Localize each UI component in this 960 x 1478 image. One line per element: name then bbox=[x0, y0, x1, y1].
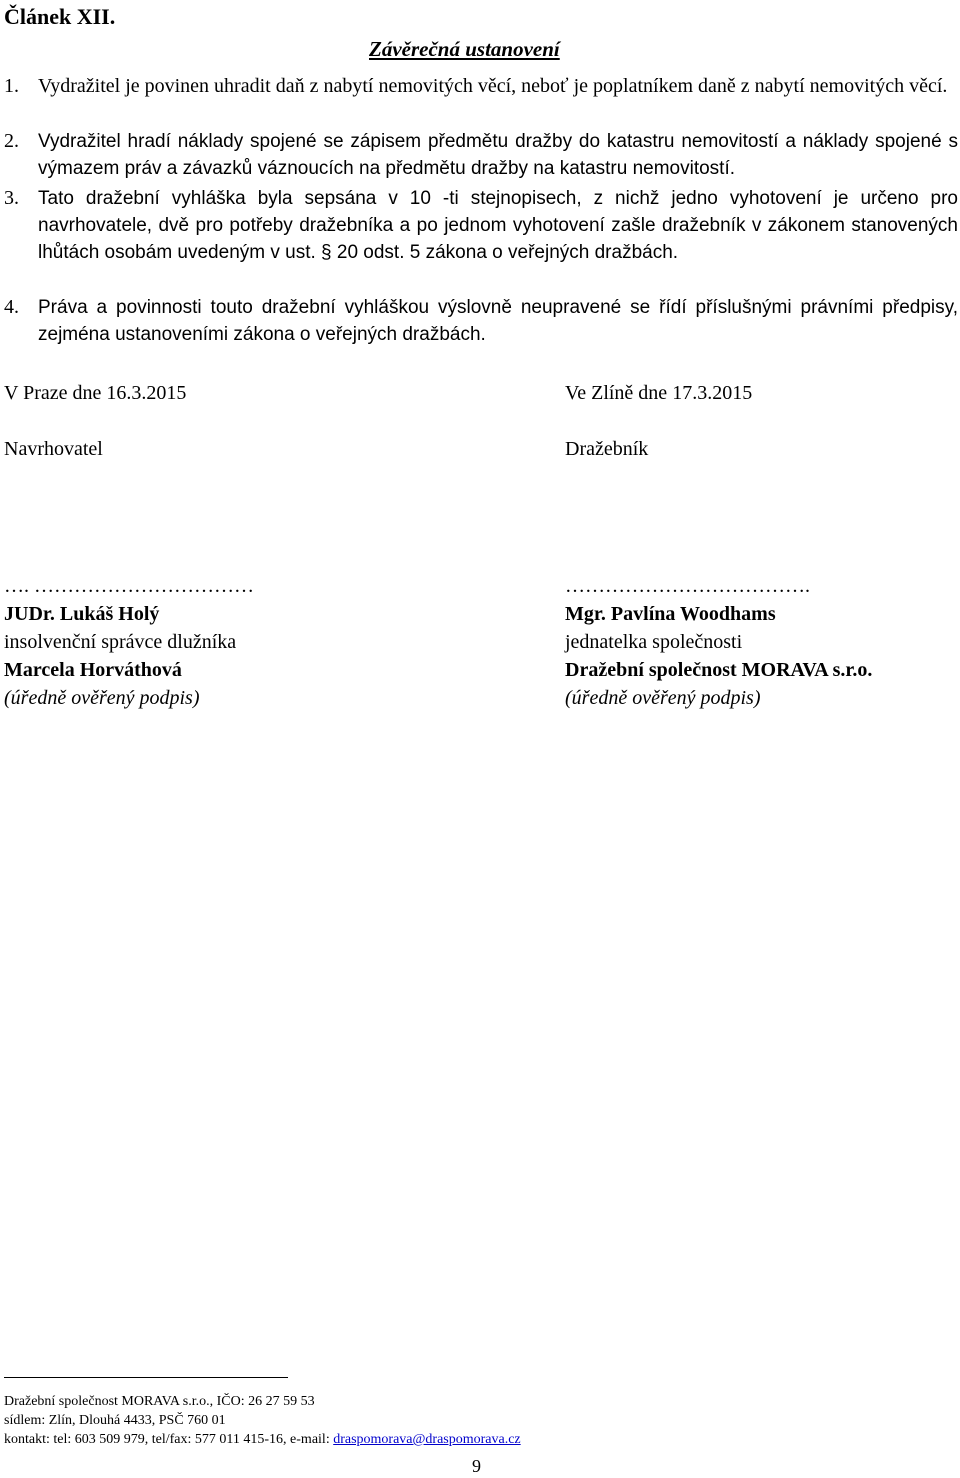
signer-party: Marcela Horváthová bbox=[4, 659, 182, 681]
item-number: 2. bbox=[4, 130, 19, 152]
list-item bbox=[4, 73, 958, 100]
section-title: Závěrečná ustanovení bbox=[369, 37, 560, 61]
email-link[interactable]: draspomorava@draspomorava.cz bbox=[333, 1432, 521, 1447]
role-label-left: Navrhovatel bbox=[4, 438, 103, 460]
list-item bbox=[4, 185, 958, 266]
list-item bbox=[4, 128, 958, 182]
item-text: Tato dražební vyhláška byla sepsána v 10 -ti stejnopisech, z nichž jedno vyhotovení je určeno pro navrhovatele, dvě pro potřeby dražebníka a po jednom vyhotovení zašle dražebník v zákonem stanovených lhůtách osobám uvedeným v ust. § 20 odst. 5 zákona o veřejných dražbách. bbox=[38, 188, 958, 263]
item-number: 4. bbox=[4, 296, 19, 318]
footer-address: sídlem: Zlín, Dlouhá 4433, PSČ 760 01 bbox=[4, 1413, 226, 1428]
signature-block-left bbox=[4, 572, 254, 712]
signature-line: ………………………………. bbox=[565, 575, 810, 597]
signer-party: Dražební společnost MORAVA s.r.o. bbox=[565, 659, 873, 681]
place-date-right: Ve Zlíně dne 17.3.2015 bbox=[565, 382, 753, 404]
signature-line: …. …………………………… bbox=[4, 575, 254, 597]
role-label-right: Dražebník bbox=[565, 438, 649, 460]
item-number: 1. bbox=[4, 75, 19, 97]
footer-contact-text: kontakt: tel: 603 509 979, tel/fax: 577 011 415-16, e-mail: bbox=[4, 1432, 334, 1447]
place-date-left: V Praze dne 16.3.2015 bbox=[4, 382, 187, 404]
list-item bbox=[4, 294, 958, 348]
item-text: Vydražitel je povinen uhradit daň z nabytí nemovitých věcí, neboť je poplatníkem daně z nabytí nemovitých věcí. bbox=[38, 75, 948, 97]
item-text: Práva a povinnosti touto dražební vyhláškou výslovně neupravené se řídí příslušnými právními předpisy, zejména ustanoveními zákona o veřejných dražbách. bbox=[38, 297, 958, 345]
footer-divider bbox=[4, 1377, 288, 1378]
signer-role: jednatelka společnosti bbox=[565, 631, 743, 653]
page-number: 9 bbox=[472, 1456, 481, 1476]
item-text: Vydražitel hradí náklady spojené se zápisem předmětu dražby do katastru nemovitostí a náklady spojené s výmazem práv a závazků váznoucích na předmětu dražby na katastru nemovitostí. bbox=[38, 131, 958, 179]
signer-name: JUDr. Lukáš Holý bbox=[4, 603, 160, 625]
footer-company: Dražební společnost MORAVA s.r.o., IČO: 26 27 59 53 bbox=[4, 1394, 315, 1409]
footer-contact bbox=[4, 1431, 521, 1449]
signature-note: (úředně ověřený podpis) bbox=[4, 687, 200, 709]
article-heading: Článek XII. bbox=[4, 4, 116, 29]
signature-block-right bbox=[565, 572, 872, 712]
item-number: 3. bbox=[4, 187, 19, 209]
signer-name: Mgr. Pavlína Woodhams bbox=[565, 603, 776, 625]
signer-role: insolvenční správce dlužníka bbox=[4, 631, 237, 653]
signature-note: (úředně ověřený podpis) bbox=[565, 687, 761, 709]
